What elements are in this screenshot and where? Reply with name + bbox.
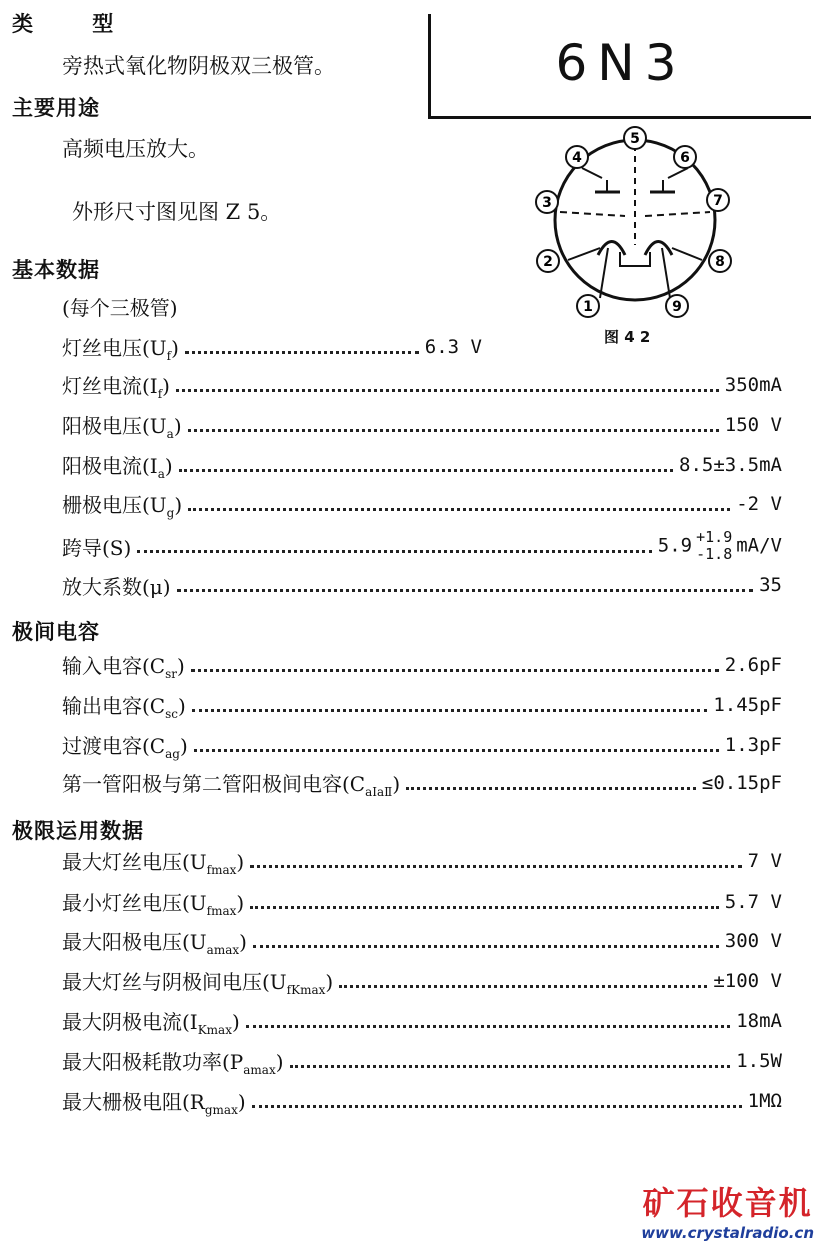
- svg-text:1: 1: [583, 299, 593, 315]
- grid-left: [560, 212, 625, 216]
- spec-value: 1.3pF: [724, 734, 782, 756]
- pin-4: [566, 146, 588, 168]
- cap-heading: 极间电容: [12, 620, 100, 644]
- leader-dots: [188, 423, 719, 432]
- spec-value: 5.7 V: [724, 891, 782, 913]
- spec-row-max-cathode-current: 最大阴极电流$(I_{Kmax})$ 18mA: [62, 1009, 782, 1037]
- spec-value: 8.5±3.5mA: [679, 454, 782, 476]
- pin-8: [709, 250, 731, 272]
- spec-value: 1.5W: [736, 1050, 782, 1072]
- svg-text:9: 9: [672, 299, 682, 315]
- leader-dots: [250, 900, 719, 909]
- pin-6: [674, 146, 696, 168]
- pin-9: [666, 295, 688, 317]
- figure-caption: 图 4 2: [604, 328, 651, 346]
- leader-dots: [191, 663, 719, 672]
- leader-dots: [177, 583, 754, 592]
- spec-row-transfer-cap: 过渡电容$(C_{ag})$ 1.3pF: [62, 733, 782, 761]
- svg-text:3: 3: [542, 195, 552, 211]
- leader-dots: [137, 544, 651, 553]
- leader-dots: [194, 743, 719, 752]
- pin-1: [577, 295, 599, 317]
- leader-dots: [290, 1059, 731, 1068]
- watermark-url: www.crystalradio.cn: [641, 1224, 814, 1242]
- spec-value: 2.6pF: [724, 654, 782, 676]
- leader-dots: [192, 703, 708, 712]
- pin-7: [707, 189, 729, 211]
- pin-diagram: [520, 120, 750, 330]
- spec-row-max-heater-cathode-voltage: 最大灯丝与阴极间电压$(U_{fKmax})$ ±100 V: [62, 969, 782, 997]
- leader-dots: [339, 979, 707, 988]
- model-box: [428, 14, 811, 119]
- spec-row-gain: 放大系数(μ) 35: [62, 574, 782, 599]
- spec-row-max-filament-voltage: 最大灯丝电压$(U_{fmax})$ 7 V: [62, 849, 782, 877]
- spec-row-filament-voltage: 灯丝电压$(U_f)$ 6.3 V: [62, 335, 482, 363]
- spec-value: -2 V: [736, 493, 782, 515]
- svg-text:4: 4: [572, 150, 582, 166]
- dimension-text: 外形尺寸图见图 Z 5。: [72, 200, 282, 224]
- spec-row-anode-anode-cap: 第一管阳极与第二管阳极间电容$(C_{aⅠaⅡ})$ ≤0.15pF: [62, 771, 782, 799]
- model-number: 6N3: [555, 34, 687, 92]
- svg-text:8: 8: [715, 254, 725, 270]
- spec-value: 6.3 V: [424, 336, 482, 358]
- use-text: 高频电压放大。: [62, 137, 209, 161]
- type-heading: 类 型: [12, 12, 140, 36]
- leader-dots: [250, 859, 741, 868]
- spec-row-filament-current: 灯丝电流$(I_f)$ 350mA: [62, 373, 782, 401]
- spec-row-anode-voltage: 阳极电压$(U_a)$ 150 V: [62, 413, 782, 441]
- spec-value: 5.9 +1.9 -1.8 mA/V: [657, 528, 782, 563]
- grid-right: [645, 212, 710, 216]
- spec-value: ≤0.15pF: [701, 772, 782, 794]
- spec-value: 18mA: [736, 1010, 782, 1032]
- spec-row-max-anode-dissipation: 最大阳极耗散功率$(P_{amax})$ 1.5W: [62, 1049, 782, 1077]
- leader-dots: [406, 781, 696, 790]
- spec-row-input-cap: 输入电容$(C_{sr})$ 2.6pF: [62, 653, 782, 681]
- spec-value: 1MΩ: [747, 1090, 782, 1112]
- leader-dots: [253, 939, 719, 948]
- spec-row-grid-voltage: 栅极电压$(U_g)$ -2 V: [62, 492, 782, 520]
- leader-dots: [188, 502, 730, 511]
- watermark-title: 矿石收音机: [642, 1184, 813, 1222]
- pin-2: [537, 250, 559, 272]
- type-text: 旁热式氧化物阴极双三极管。: [62, 54, 335, 78]
- leader-dots: [185, 345, 419, 354]
- spec-value: 150 V: [724, 414, 782, 436]
- spec-row-min-filament-voltage: 最小灯丝电压$(U_{fmax})$ 5.7 V: [62, 890, 782, 918]
- spec-row-output-cap: 输出电容$(C_{sc})$ 1.45pF: [62, 693, 782, 721]
- spec-value: ±100 V: [713, 970, 782, 992]
- svg-text:7: 7: [713, 193, 723, 209]
- pin-5: [624, 127, 646, 149]
- pin-3: [536, 191, 558, 213]
- spec-value: 350mA: [724, 374, 782, 396]
- spec-value: 300 V: [724, 930, 782, 952]
- svg-text:6: 6: [680, 150, 690, 166]
- spec-value: 7 V: [747, 850, 782, 872]
- site-watermark: [641, 1178, 814, 1242]
- spec-value: 1.45pF: [713, 694, 782, 716]
- use-heading: 主要用途: [12, 96, 100, 120]
- limit-heading: 极限运用数据: [12, 819, 144, 843]
- basic-heading: 基本数据: [12, 258, 100, 282]
- svg-text:5: 5: [630, 131, 640, 147]
- leader-dots: [252, 1099, 742, 1108]
- leader-dots: [246, 1019, 730, 1028]
- spec-row-max-anode-voltage: 最大阳极电压$(U_{amax})$ 300 V: [62, 929, 782, 957]
- leader-dots: [176, 383, 719, 392]
- spec-row-anode-current: 阳极电流$(I_a)$ 8.5±3.5mA: [62, 453, 782, 481]
- basic-note: (每个三极管): [62, 296, 178, 320]
- spec-value: 35: [759, 574, 782, 596]
- spec-row-max-grid-resistance: 最大栅极电阻$(R_{gmax})$ 1MΩ: [62, 1089, 782, 1117]
- leader-dots: [179, 463, 673, 472]
- spec-row-transconductance: 跨导(S) 5.9 +1.9 -1.8 mA/V: [62, 528, 782, 563]
- svg-text:2: 2: [543, 254, 553, 270]
